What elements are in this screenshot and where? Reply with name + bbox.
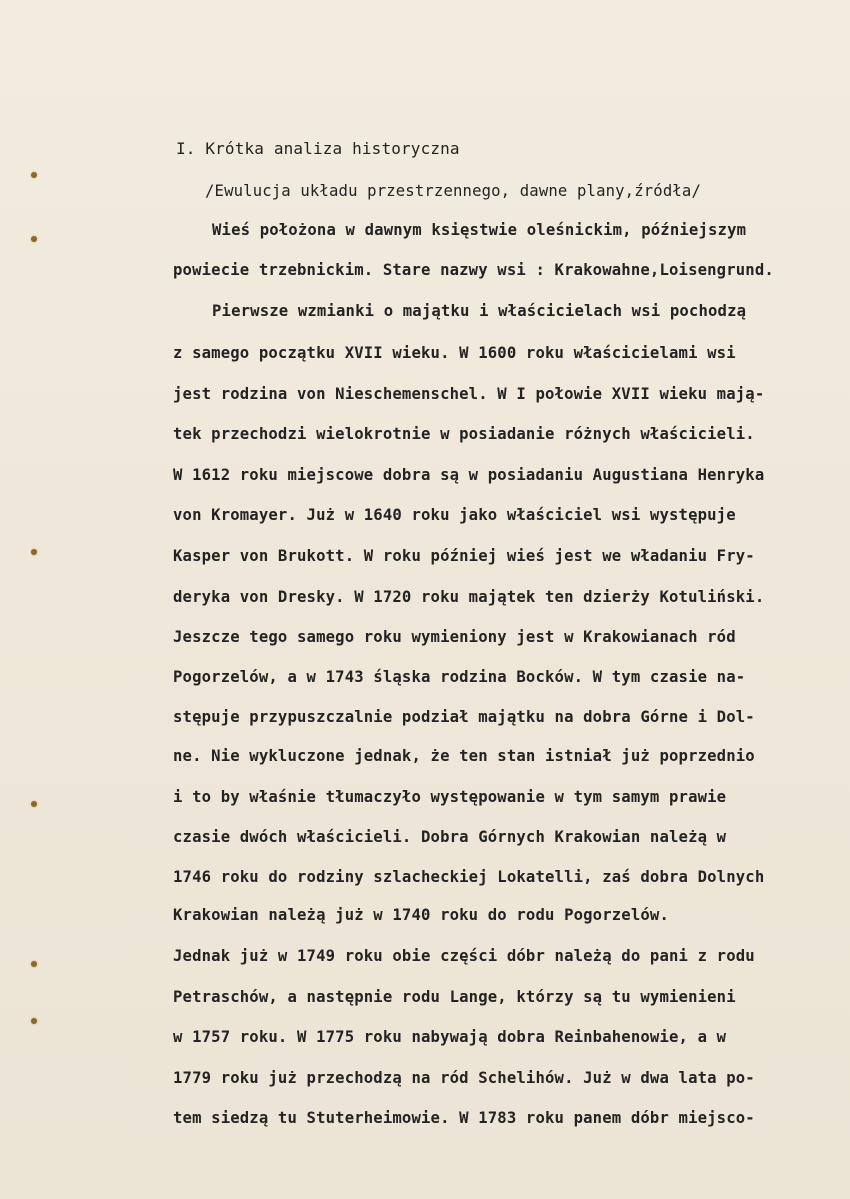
text-line: Wieś położona w dawnym księstwie oleśnickim, późniejszym bbox=[212, 221, 747, 239]
text-line: czasie dwóch właścicieli. Dobra Górnych Krakowian należą w bbox=[173, 828, 727, 846]
text-line: i to by właśnie tłumaczyło występowanie w tym samym prawie bbox=[173, 788, 727, 806]
text-line: Pogorzelów, a w 1743 śląska rodzina Bocków. W tym czasie na- bbox=[173, 668, 746, 686]
text-line: tek przechodzi wielokrotnie w posiadanie różnych właścicieli. bbox=[173, 425, 755, 443]
text-line: Jednak już w 1749 roku obie części dóbr należą do pani z rodu bbox=[173, 947, 755, 965]
text-line: w 1757 roku. W 1775 roku nabywają dobra Reinbahenowie, a w bbox=[173, 1028, 727, 1046]
text-line: Krakowian należą już w 1740 roku do rodu Pogorzelów. bbox=[173, 906, 669, 924]
text-line: W 1612 roku miejscowe dobra są w posiadaniu Augustiana Henryka bbox=[173, 466, 765, 484]
text-line: tem siedzą tu Stuterheimowie. W 1783 roku panem dóbr miejsco- bbox=[173, 1109, 755, 1127]
text-line: Jeszcze tego samego roku wymieniony jest w Krakowianach ród bbox=[173, 628, 736, 646]
text-line: Petraschów, a następnie rodu Lange, którzy są tu wymienieni bbox=[173, 988, 736, 1006]
text-line: stępuje przypuszczalnie podział majątku na dobra Górne i Dol- bbox=[173, 708, 755, 726]
text-line: 1746 roku do rodziny szlacheckiej Lokatelli, zaś dobra Dolnych bbox=[173, 868, 765, 886]
text-line: Pierwsze wzmianki o majątku i właścicielach wsi pochodzą bbox=[212, 302, 747, 320]
text-line: ne. Nie wykluczone jednak, że ten stan istniał już poprzednio bbox=[173, 747, 755, 765]
text-line: deryka von Dresky. W 1720 roku majątek ten dzierży Kotuliński. bbox=[173, 588, 765, 606]
text-line: powiecie trzebnickim. Stare nazwy wsi : Krakowahne,Loisengrund. bbox=[173, 261, 774, 279]
text-line: von Kromayer. Już w 1640 roku jako właściciel wsi występuje bbox=[173, 506, 736, 524]
text-line: jest rodzina von Nieschemenschel. W I połowie XVII wieku mają- bbox=[173, 385, 765, 403]
text-line: Kasper von Brukott. W roku później wieś jest we władaniu Fry- bbox=[173, 547, 755, 565]
section-heading: I. Krótka analiza historyczna bbox=[176, 139, 460, 158]
section-subheading: /Ewulucja układu przestrzennego, dawne plany,źródła/ bbox=[205, 182, 701, 200]
text-line: z samego początku XVII wieku. W 1600 roku właścicielami wsi bbox=[173, 344, 736, 362]
text-line: 1779 roku już przechodzą na ród Schelihów. Już w dwa lata po- bbox=[173, 1069, 755, 1087]
